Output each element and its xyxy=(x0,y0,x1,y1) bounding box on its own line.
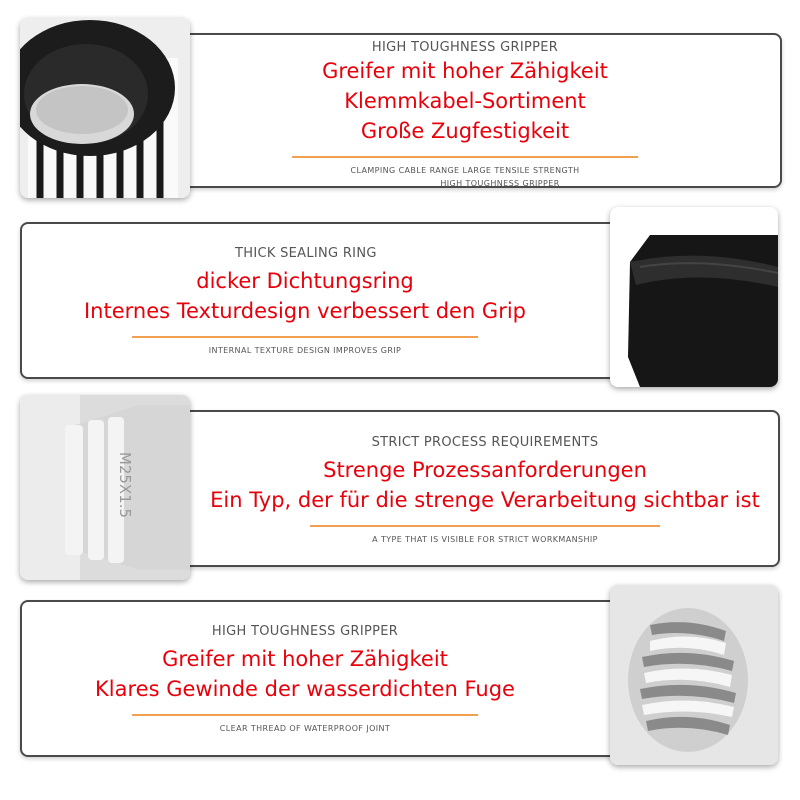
feature-text-4 xyxy=(80,624,530,735)
headline-line: Greifer mit hoher Zähigkeit xyxy=(322,59,608,83)
headline-line: Strenge Prozessanforderungen xyxy=(323,458,647,482)
caption-text: HIGH TOUGHNESS GRIPPER xyxy=(440,179,560,188)
divider-line xyxy=(132,336,478,338)
kicker-text: STRICT PROCESS REQUIREMENTS xyxy=(371,435,599,450)
threaded-gland-photo xyxy=(20,395,190,580)
divider-line xyxy=(292,156,638,158)
headline-line: Klares Gewinde der wasserdichten Fuge xyxy=(95,677,515,701)
kicker-text: HIGH TOUGHNESS GRIPPER xyxy=(371,40,559,55)
feature-text-1 xyxy=(290,40,640,190)
divider-line xyxy=(132,714,478,716)
feature-text-2 xyxy=(80,246,530,357)
threaded-gland-image xyxy=(20,395,190,580)
thread-spec-label: M25X1.5 xyxy=(116,451,134,519)
cable-gland-gripper-photo xyxy=(20,18,190,198)
caption-text: A TYPE THAT IS VISIBLE FOR STRICT WORKMANSHIP xyxy=(372,535,598,544)
headline-line: Internes Texturdesign verbessert den Grip xyxy=(83,299,527,323)
headline-line: Ein Typ, der für die strenge Verarbeitung sichtbar ist xyxy=(210,488,760,512)
caption-text: CLAMPING CABLE RANGE LARGE TENSILE STRENGTH xyxy=(350,166,580,175)
headline-line: Große Zugfestigkeit xyxy=(360,119,570,143)
internal-thread-nut-photo xyxy=(610,585,778,765)
headline-line: dicker Dichtungsring xyxy=(196,269,414,293)
cable-gland-gripper-image xyxy=(20,18,190,198)
internal-thread-nut-image xyxy=(610,585,778,765)
headline-line: Greifer mit hoher Zähigkeit xyxy=(162,647,448,671)
caption-text: INTERNAL TEXTURE DESIGN IMPROVES GRIP xyxy=(208,346,402,355)
feature-text-3 xyxy=(205,435,765,546)
kicker-text: HIGH TOUGHNESS GRIPPER xyxy=(211,624,399,639)
black-sealing-ring-image xyxy=(610,207,778,387)
black-sealing-ring-photo xyxy=(610,207,778,387)
headline-line: Klemmkabel-Sortiment xyxy=(344,89,586,113)
caption-text: CLEAR THREAD OF WATERPROOF JOINT xyxy=(219,724,391,733)
divider-line xyxy=(310,525,660,527)
kicker-text: THICK SEALING RING xyxy=(235,246,377,261)
